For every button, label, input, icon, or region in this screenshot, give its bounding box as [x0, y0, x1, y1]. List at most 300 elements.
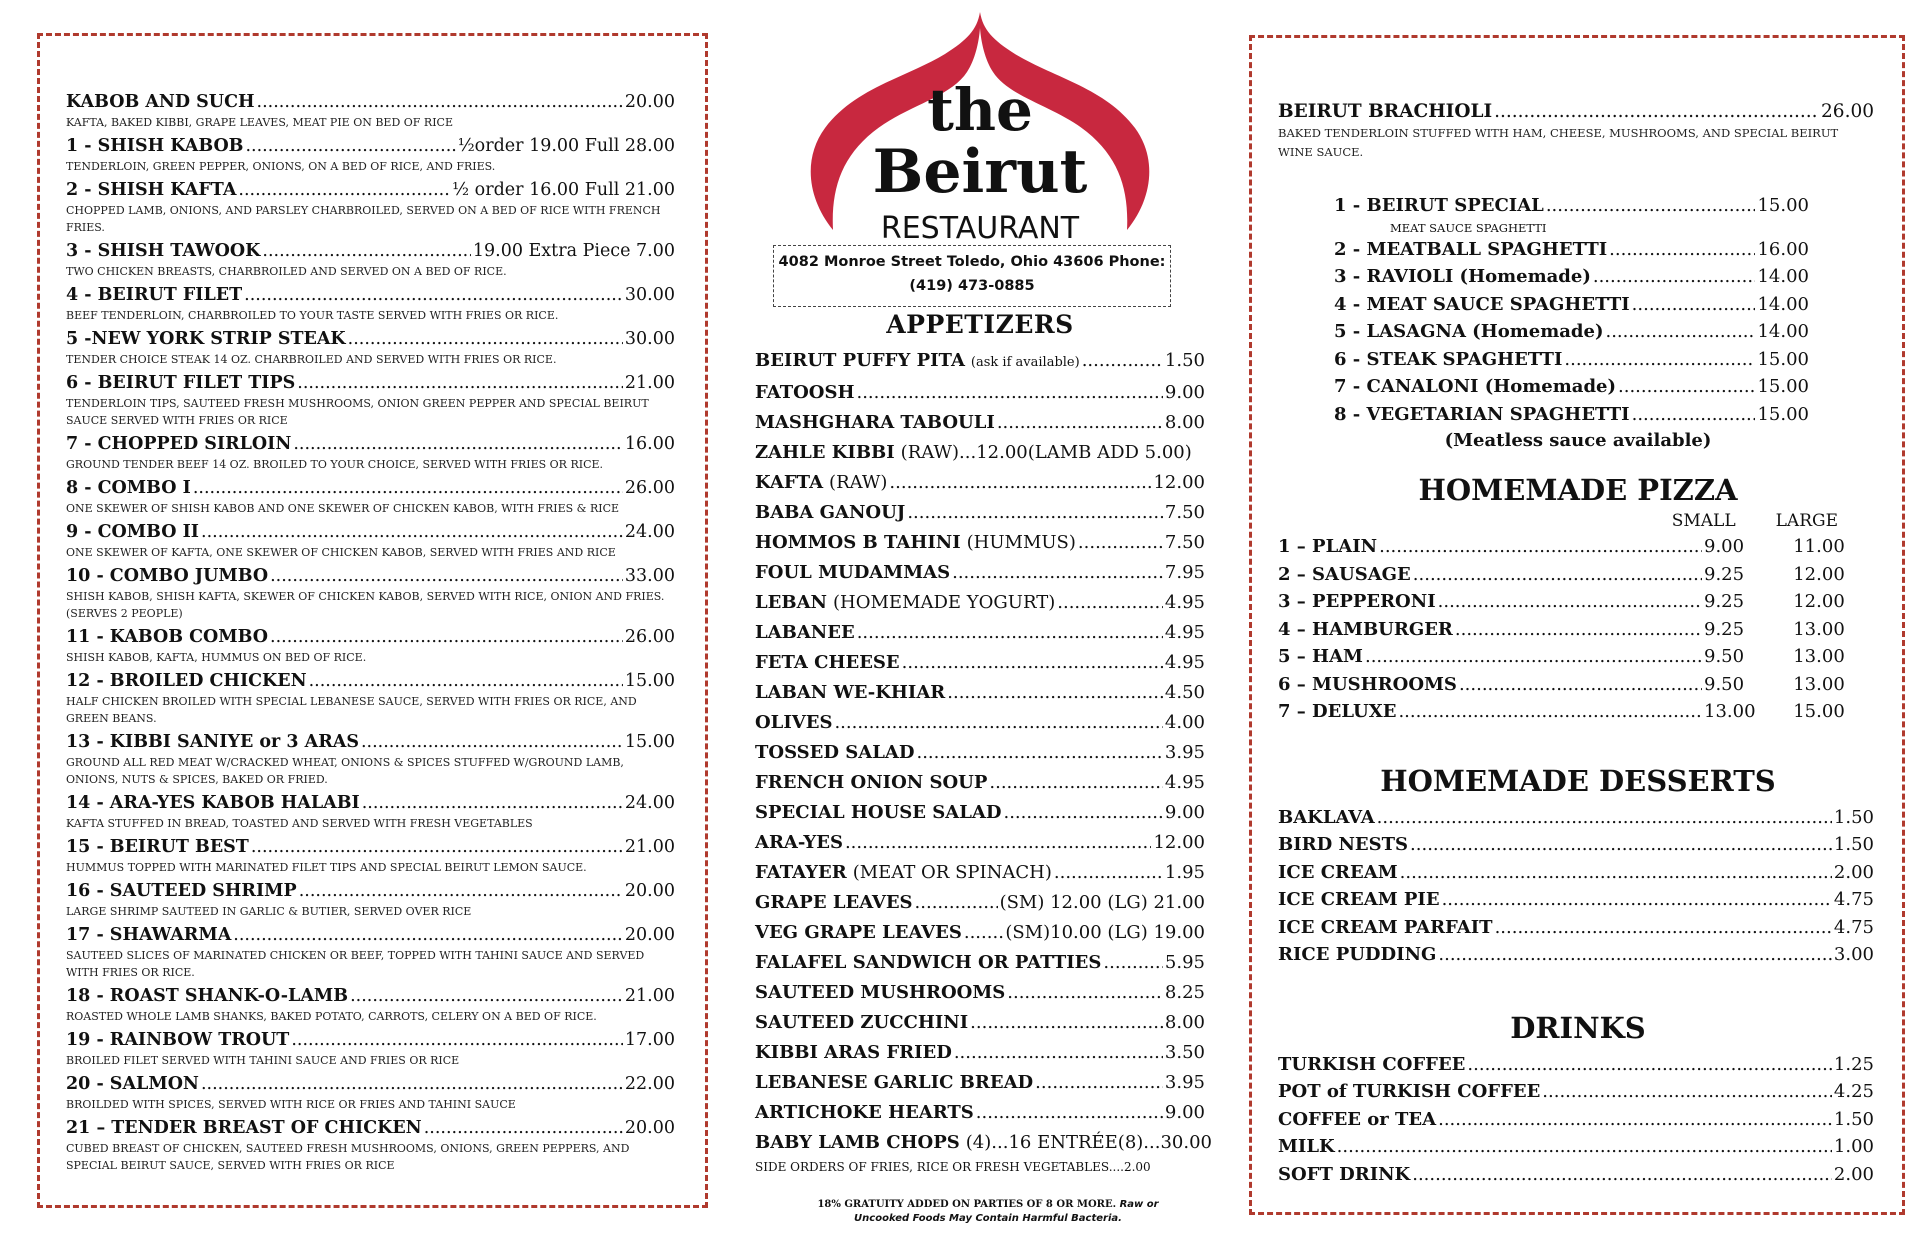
- drinks-heading: DRINKS: [1510, 1010, 1646, 1045]
- item-name: LABANEE: [755, 622, 855, 643]
- item-price: 26.00: [1821, 101, 1874, 122]
- item-price: 2.00: [1833, 861, 1874, 883]
- item-description: ONE SKEWER OF KAFTA, ONE SKEWER OF CHICKEN KABOB, SERVED WITH FRIES AND RICE: [66, 546, 616, 559]
- item-description: KAFTA, BAKED KIBBI, GRAPE LEAVES, MEAT PIE ON BED OF RICE: [66, 116, 453, 129]
- item-name: 8 - COMBO I: [66, 478, 191, 498]
- leader-dots: [201, 1072, 623, 1096]
- item-price: ½ order 16.00 Full 21.00: [452, 180, 675, 200]
- item-price: 12.00: [1153, 472, 1205, 493]
- menu-item-line: [1278, 831, 1874, 859]
- item-description: GROUND ALL RED MEAT W/CRACKED WHEAT, ONIONS & SPICES STUFFED W/GROUND LAMB, ONIONS, NUTS & SPICES, BAKED OR FRIED.: [66, 756, 624, 786]
- item-name: BEIRUT PUFFY PITA: [755, 350, 965, 371]
- leader-dots: [1455, 616, 1702, 644]
- leader-dots: [1365, 643, 1702, 671]
- menu-item: [66, 1072, 675, 1113]
- appetizer-item: [755, 1008, 1205, 1038]
- item-name: RICE PUDDING: [1278, 944, 1437, 965]
- menu-item-line: [1278, 1106, 1874, 1134]
- menu-item: [66, 178, 675, 236]
- leader-dots: [976, 1098, 1163, 1128]
- raw-food-warning: Raw or Uncooked Foods May Contain Harmful Bacteria.: [854, 1199, 1159, 1224]
- item-name: SPECIAL HOUSE SALAD: [755, 802, 1002, 823]
- appetizer-item: [755, 978, 1205, 1008]
- item-price: 26.00: [624, 478, 675, 498]
- menu-item: [66, 90, 675, 131]
- left-menu-panel: [37, 33, 708, 1208]
- item-name: ICE CREAM: [1278, 861, 1398, 883]
- menu-item: [66, 239, 675, 280]
- menu-item-line: [1278, 1051, 1874, 1079]
- item-name: GRAPE LEAVES: [755, 892, 913, 913]
- leader-dots: [989, 768, 1163, 798]
- appetizer-item: [755, 558, 1205, 588]
- large-price: 13.00: [1793, 673, 1845, 695]
- item-description: BROILED FILET SERVED WITH TAHINI SAUCE AND FRIES OR RICE: [66, 1054, 460, 1067]
- pizza-list: [1278, 533, 1874, 726]
- item-name: 10 - COMBO JUMBO: [66, 566, 269, 586]
- item-price: 7.95: [1164, 562, 1205, 583]
- leader-dots: [1467, 1051, 1832, 1079]
- item-price: (SM)10.00 (LG) 19.00: [1005, 922, 1205, 943]
- leader-dots: [1605, 318, 1755, 346]
- menu-item-line: [1278, 886, 1874, 914]
- center-column: [745, 10, 1215, 1235]
- leader-dots: [834, 708, 1162, 738]
- item-price: 24.00: [624, 522, 675, 542]
- item-name: ARTICHOKE HEARTS: [755, 1102, 974, 1123]
- large-price: 13.00: [1793, 646, 1845, 667]
- menu-item-line: [66, 371, 675, 395]
- menu-item-line: [66, 564, 675, 588]
- item-name: BEIRUT BRACHIOLI: [1278, 101, 1493, 122]
- item-price: 9.00: [1164, 382, 1205, 403]
- leader-dots: [947, 678, 1163, 708]
- leader-dots: [193, 476, 623, 500]
- leader-dots: [916, 738, 1162, 768]
- item-price: 5.95: [1164, 952, 1205, 973]
- menu-item-line: [66, 835, 675, 859]
- item-name: COFFEE or TEA: [1278, 1108, 1437, 1130]
- pasta-list: [1334, 192, 1809, 428]
- item-price: 24.00: [624, 793, 675, 813]
- item-name: ICE CREAM PARFAIT: [1278, 916, 1493, 938]
- leader-dots: [970, 1008, 1163, 1038]
- leader-dots: [350, 984, 623, 1008]
- leader-dots: [1438, 1106, 1832, 1134]
- item-name: LABAN WE-KHIAR: [755, 682, 946, 703]
- appetizer-item: [755, 708, 1205, 738]
- leader-dots: [952, 558, 1163, 588]
- menu-item-line: [1334, 373, 1809, 401]
- leader-dots: [1442, 886, 1832, 914]
- item-price: 2.00: [1833, 1163, 1874, 1185]
- leader-dots: [1495, 914, 1832, 942]
- item-name: KAFTA: [755, 472, 824, 493]
- item-price: 15.00: [624, 671, 675, 691]
- item-name: HOMMOS B TAHINI: [755, 532, 961, 553]
- leader-dots: [1438, 588, 1702, 616]
- leader-dots: [1082, 346, 1163, 376]
- item-name: MASHGHARA TABOULI: [755, 412, 995, 433]
- menu-item-line: [1334, 236, 1809, 264]
- item-price: 4.95: [1164, 652, 1205, 673]
- item-description: CHOPPED LAMB, ONIONS, AND PARSLEY CHARBROILED, SERVED ON A BED OF RICE WITH FRENCH FRIES.: [66, 204, 661, 234]
- item-name: ICE CREAM PIE: [1278, 889, 1440, 910]
- item-price: 14.00: [1757, 293, 1809, 315]
- leader-dots: [1379, 533, 1702, 561]
- item-price: 33.00: [624, 566, 675, 586]
- pizza-heading: HOMEMADE PIZZA: [1418, 473, 1738, 507]
- item-description: ROASTED WHOLE LAMB SHANKS, BAKED POTATO, CARROTS, CELERY ON A BED OF RICE.: [66, 1010, 597, 1023]
- item-price: 1.50: [1833, 806, 1874, 828]
- menu-item: [66, 327, 675, 368]
- item-price: 15.00: [1757, 403, 1809, 425]
- menu-item: [66, 879, 675, 920]
- item-price: 9.00: [1164, 802, 1205, 823]
- item-name: 19 - RAINBOW TROUT: [66, 1030, 290, 1050]
- leader-dots: [270, 564, 623, 588]
- item-name: FATOOSH: [755, 382, 855, 403]
- menu-item: [66, 835, 675, 876]
- appetizer-item: [755, 438, 1205, 468]
- appetizer-item: [755, 918, 1205, 948]
- leader-dots: [309, 669, 623, 693]
- small-price: 9.25: [1704, 591, 1745, 612]
- item-name: BAKLAVA: [1278, 806, 1375, 828]
- item-price: 8.00: [1164, 412, 1205, 433]
- item-price: 14.00: [1757, 266, 1809, 287]
- item-note: (ask if available): [970, 355, 1080, 370]
- leader-dots: [1564, 346, 1755, 374]
- item-name: 21 – TENDER BREAST OF CHICKEN: [66, 1118, 422, 1138]
- item-price: 8.00: [1164, 1012, 1205, 1033]
- menu-item-line: [66, 134, 675, 158]
- menu-item: [66, 791, 675, 832]
- small-price: 9.00: [1704, 536, 1745, 557]
- menu-item-line: [66, 178, 675, 202]
- item-price: 16.00: [1757, 238, 1809, 260]
- item-name: 6 - STEAK SPAGHETTI: [1334, 348, 1563, 370]
- item-price: 17.00: [624, 1030, 675, 1050]
- menu-item: [66, 564, 675, 622]
- item-name: 7 - CHOPPED SIRLOIN: [66, 434, 292, 454]
- item-name: SAUTEED MUSHROOMS: [755, 982, 1006, 1003]
- leader-dots: [297, 371, 623, 395]
- item-price: 4.75: [1833, 889, 1874, 910]
- item-note: (MEAT OR SPINACH): [852, 862, 1052, 883]
- item-name: 1 - BEIRUT SPECIAL: [1334, 195, 1544, 216]
- item-description: TWO CHICKEN BREASTS, CHARBROILED AND SERVED ON A BED OF RICE.: [66, 265, 507, 278]
- appetizer-item: [755, 378, 1205, 408]
- item-price: 21.00: [624, 373, 675, 393]
- item-description: HUMMUS TOPPED WITH MARINATED FILET TIPS AND SPECIAL BEIRUT LEMON SAUCE.: [66, 861, 587, 874]
- item-price: 1.50: [1164, 350, 1205, 371]
- leader-dots: [1632, 291, 1756, 319]
- pizza-item: [1278, 643, 1874, 671]
- item-note: (4)...16 ENTRÉE(8)...30.00: [965, 1132, 1212, 1153]
- item-price: 15.00: [624, 732, 675, 752]
- item-name: 7 - CANALONI (Homemade): [1334, 376, 1617, 397]
- leader-dots: [902, 648, 1163, 678]
- item-price: 30.00: [624, 285, 675, 305]
- menu-item-line: [1334, 401, 1809, 429]
- menu-item: [66, 1116, 675, 1174]
- item-name: 11 - KABOB COMBO: [66, 627, 269, 647]
- menu-item: [66, 1028, 675, 1069]
- menu-item-line: [1278, 804, 1874, 832]
- leader-dots: [1412, 1161, 1832, 1189]
- item-name: KIBBI ARAS FRIED: [755, 1042, 952, 1063]
- item-name: SOFT DRINK: [1278, 1163, 1411, 1185]
- leader-dots: [424, 1116, 623, 1140]
- menu-item-line: [1334, 291, 1809, 319]
- item-price: 21.00: [624, 837, 675, 857]
- item-name: ARA-YES: [755, 832, 843, 853]
- menu-item-line: [66, 879, 675, 903]
- menu-item-line: [66, 90, 675, 114]
- leader-dots: [262, 239, 471, 263]
- leader-dots: [270, 625, 623, 649]
- small-size-label: SMALL: [1671, 511, 1736, 531]
- item-name: 2 - SHISH KAFTA: [66, 180, 237, 200]
- menu-item: [66, 625, 675, 666]
- leader-dots: [915, 888, 998, 918]
- appetizer-item: [755, 468, 1205, 498]
- item-name: BIRD NESTS: [1278, 834, 1409, 855]
- leader-dots: [238, 178, 450, 202]
- leader-dots: [361, 730, 623, 754]
- large-price: 15.00: [1793, 701, 1845, 722]
- desserts-list: [1278, 804, 1874, 969]
- menu-item: [66, 984, 675, 1025]
- item-name: BABY LAMB CHOPS: [755, 1132, 960, 1153]
- item-name: 1 - SHISH KABOB: [66, 136, 244, 156]
- leader-dots: [1609, 236, 1755, 264]
- item-name: 16 - SAUTEED SHRIMP: [66, 881, 297, 901]
- appetizers-list: [755, 346, 1212, 1158]
- menu-item-line: [1278, 914, 1874, 942]
- desserts-heading: HOMEMADE DESSERTS: [1380, 763, 1776, 798]
- item-price: 1.50: [1833, 1108, 1874, 1130]
- menu-item-line: [66, 923, 675, 947]
- meatless-note: (Meatless sauce available): [1444, 430, 1712, 451]
- menu-item-line: [66, 432, 675, 456]
- item-price: 16.00: [624, 434, 675, 454]
- item-price: 3.95: [1164, 742, 1205, 763]
- menu-item-line: [66, 625, 675, 649]
- leader-dots: [997, 408, 1163, 438]
- appetizer-item: [755, 528, 1205, 558]
- leader-dots: [856, 378, 1162, 408]
- item-name: 20 - SALMON: [66, 1074, 199, 1094]
- item-description: TENDER CHOICE STEAK 14 OZ. CHARBROILED AND SERVED WITH FRIES OR RICE.: [66, 353, 557, 366]
- menu-item-line: [1334, 263, 1809, 291]
- item-price: 4.25: [1833, 1081, 1874, 1102]
- leader-dots: [1438, 941, 1832, 969]
- item-description: SHISH KABOB, SHISH KAFTA, SKEWER OF CHICKEN KABOB, SERVED WITH RICE, ONION AND FRIES. (SERVES 2 PEOPLE): [66, 590, 665, 620]
- item-name: SAUTEED ZUCCHINI: [755, 1012, 969, 1033]
- item-name: KABOB AND SUCH: [66, 92, 255, 112]
- item-name: 3 - RAVIOLI (Homemade): [1334, 266, 1591, 287]
- menu-item-line: [66, 327, 675, 351]
- appetizer-item: [755, 828, 1205, 858]
- menu-item: [66, 923, 675, 981]
- item-name: 13 - KIBBI SANIYE or 3 ARAS: [66, 732, 359, 752]
- item-price: 3.50: [1164, 1042, 1205, 1063]
- pasta-sub-note: MEAT SAUCE SPAGHETTI: [1390, 220, 1547, 235]
- leader-dots: [1459, 671, 1702, 699]
- menu-item-line: [1278, 1161, 1874, 1189]
- item-note: (HOMEMADE YOGURT): [833, 592, 1056, 613]
- menu-item: [66, 371, 675, 429]
- appetizer-item: [755, 498, 1205, 528]
- item-name: LEBANESE GARLIC BREAD: [755, 1072, 1034, 1093]
- item-price: 4.00: [1164, 712, 1205, 733]
- phone-line: (419) 473-0885: [909, 278, 1035, 294]
- menu-item-line: [1278, 1133, 1874, 1161]
- gratuity-text: 18% GRATUITY ADDED ON PARTIES OF 8 OR MORE.: [817, 1199, 1117, 1210]
- appetizer-item: [755, 798, 1205, 828]
- leader-dots: [1546, 192, 1756, 220]
- item-price: (SM) 12.00 (LG) 21.00: [999, 892, 1205, 913]
- menu-item-line: [66, 239, 675, 263]
- item-price: 14.00: [1757, 321, 1809, 342]
- appetizer-item: [755, 648, 1205, 678]
- appetizer-item: [755, 768, 1205, 798]
- item-name: POT of TURKISH COFFEE: [1278, 1081, 1541, 1102]
- side-orders-note: SIDE ORDERS OF FRIES, RICE OR FRESH VEGETABLES....2.00: [755, 1160, 1151, 1174]
- logo-the-text: the: [927, 76, 1033, 144]
- leader-dots: [251, 835, 623, 859]
- item-description: SHISH KABOB, KAFTA, HUMMUS ON BED OF RICE.: [66, 651, 367, 664]
- small-price: 13.00: [1704, 701, 1756, 722]
- item-note: (RAW)...12.00(LAMB ADD 5.00): [900, 442, 1192, 463]
- large-price: 12.00: [1793, 591, 1845, 612]
- item-description: BROILDED WITH SPICES, SERVED WITH RICE OR FRIES AND TAHINI SAUCE: [66, 1098, 516, 1111]
- item-name: BABA GANOUJ: [755, 502, 906, 523]
- menu-item-line: [66, 1072, 675, 1096]
- large-size-label: LARGE: [1775, 511, 1838, 531]
- menu-item-line: [1278, 859, 1874, 887]
- item-note: (RAW): [829, 472, 888, 493]
- appetizer-item: [755, 1128, 1212, 1158]
- item-name: ZAHLE KIBBI: [755, 442, 895, 463]
- leader-dots: [1400, 859, 1832, 887]
- item-name: 5 – HAM: [1278, 646, 1363, 667]
- item-price: 30.00: [624, 329, 675, 349]
- appetizer-item: [755, 1038, 1205, 1068]
- menu-item-line: [1278, 1078, 1874, 1106]
- item-name: 2 – SAUSAGE: [1278, 563, 1411, 585]
- item-name: 6 - BEIRUT FILET TIPS: [66, 373, 296, 393]
- leader-dots: [1078, 528, 1163, 558]
- large-price: 13.00: [1793, 618, 1845, 640]
- leader-dots: [1398, 698, 1702, 726]
- item-price: 1.95: [1164, 862, 1205, 883]
- menu-item-line: [66, 669, 675, 693]
- menu-item-line: [66, 730, 675, 754]
- item-name: LEBAN: [755, 592, 828, 613]
- item-price: ½order 19.00 Full 28.00: [457, 136, 675, 156]
- item-description: GROUND TENDER BEEF 14 OZ. BROILED TO YOUR CHOICE, SERVED WITH FRIES OR RICE.: [66, 458, 604, 471]
- pizza-item: [1278, 561, 1874, 589]
- menu-item: [66, 730, 675, 788]
- item-price: 1.00: [1833, 1136, 1874, 1157]
- item-description: ONE SKEWER OF SHISH KABOB AND ONE SKEWER OF CHICKEN KABOB, WITH FRIES & RICE: [66, 502, 620, 515]
- item-description: LARGE SHRIMP SAUTEED IN GARLIC & BUTIER, SERVED OVER RICE: [66, 905, 472, 918]
- appetizer-item: [755, 346, 1205, 378]
- item-name: 17 - SHAWARMA: [66, 925, 232, 945]
- leader-dots: [954, 1038, 1163, 1068]
- item-name: OLIVES: [755, 712, 833, 733]
- item-price: 8.25: [1164, 982, 1205, 1003]
- large-price: 12.00: [1793, 563, 1845, 585]
- item-price: 9.00: [1164, 1102, 1205, 1123]
- leader-dots: [907, 498, 1163, 528]
- item-price: 21.00: [624, 986, 675, 1006]
- menu-item: [66, 283, 675, 324]
- item-name: MILK: [1278, 1136, 1335, 1157]
- leader-dots: [257, 90, 623, 114]
- appetizer-item: [755, 408, 1205, 438]
- menu-item-line: [1278, 100, 1874, 124]
- menu-item: [66, 669, 675, 727]
- item-price: 4.50: [1164, 682, 1205, 703]
- item-price: 15.00: [1757, 376, 1809, 397]
- item-price: 4.95: [1164, 772, 1205, 793]
- item-price: 20.00: [624, 92, 675, 112]
- item-name: 4 – HAMBURGER: [1278, 618, 1453, 640]
- appetizer-item: [755, 1068, 1205, 1098]
- item-description: KAFTA STUFFED IN BREAD, TOASTED AND SERVED WITH FRESH VEGETABLES: [66, 817, 533, 830]
- item-price: 15.00: [1757, 348, 1809, 370]
- item-price: 20.00: [624, 925, 675, 945]
- item-name: FRENCH ONION SOUP: [755, 772, 988, 793]
- pizza-size-header: [1278, 511, 1838, 531]
- pizza-item: [1278, 588, 1874, 616]
- appetizer-item: [755, 1098, 1205, 1128]
- menu-item-line: [66, 1028, 675, 1052]
- large-price: 11.00: [1793, 536, 1845, 557]
- item-name: 4 - BEIRUT FILET: [66, 285, 243, 305]
- item-name: 3 – PEPPERONI: [1278, 591, 1436, 612]
- item-description: SAUTEED SLICES OF MARINATED CHICKEN OR BEEF, TOPPED WITH TAHINI SAUCE AND SERVED WITH FRIES OR RICE.: [66, 949, 645, 979]
- item-price: 26.00: [624, 627, 675, 647]
- pizza-item: [1278, 616, 1874, 644]
- brachioli-entry: [1278, 100, 1874, 162]
- small-price: 9.50: [1704, 646, 1745, 667]
- item-description: TENDERLOIN TIPS, SAUTEED FRESH MUSHROOMS, ONION GREEN PEPPER AND SPECIAL BEIRUT SAUCE SERVED WITH FRIES OR RICE: [66, 397, 649, 427]
- leader-dots: [1057, 588, 1163, 618]
- leader-dots: [1542, 1078, 1832, 1106]
- menu-item: [66, 432, 675, 473]
- menu-item-line: [1334, 318, 1809, 346]
- small-price: 9.25: [1704, 563, 1745, 585]
- item-name: 5 - LASAGNA (Homemade): [1334, 321, 1604, 342]
- item-price: 4.75: [1833, 916, 1874, 938]
- item-price: 7.50: [1164, 502, 1205, 523]
- small-price: 9.25: [1704, 618, 1745, 640]
- leader-dots: [244, 283, 623, 307]
- appetizer-item: [755, 948, 1205, 978]
- item-name: 7 – DELUXE: [1278, 701, 1397, 722]
- entrees-list: [66, 90, 675, 1174]
- menu-item-line: [1278, 941, 1874, 969]
- leader-dots: [1593, 263, 1756, 291]
- leader-dots: [1413, 561, 1702, 589]
- appetizer-item: [755, 678, 1205, 708]
- item-price: 19.00 Extra Piece 7.00: [472, 241, 675, 261]
